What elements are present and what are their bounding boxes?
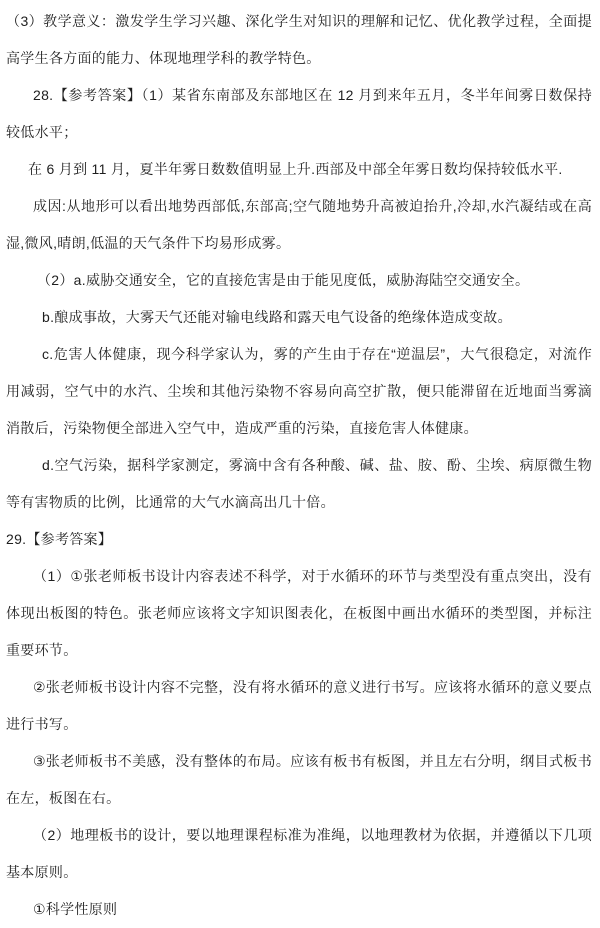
para-answer-28-part2-b: b.酿成事故，大雾天气还能对输电线路和露天电气设备的绝缘体造成变故。 [42,309,512,325]
para-answer-29-part1-point2: ②张老师板书设计内容不完整，没有将水循环的意义进行书写。应该将水循环的意义要点进行书写。 [6,679,592,732]
para-answer-29-part1-point3: ③张老师板书不美感，没有整体的布局。应该有板书有板图，并且左右分明，纲目式板书在左，板图在右。 [6,753,592,806]
para-answer-28-part1-cause: 成因:从地形可以看出地势西部低,东部高;空气随地势升高被迫抬升,冷却,水汽凝结或在高湿,微风,晴朗,低温的天气条件下均易形成雾。 [6,198,592,251]
para-answer-29-part2-intro: （2）地理板书的设计，要以地理课程标准为准绳，以地理教材为依据，并遵循以下几项基本原则。 [6,827,592,880]
para-answer-29-heading: 29.【参考答案】 [6,531,113,547]
para-q3-teaching-significance: （3）教学意义：激发学生学习兴趣、深化学生对知识的理解和记忆、优化教学过程，全面提高学生各方面的能力、体现地理学科的教学特色。 [6,13,592,66]
para-answer-28-part1-summer: 在 6 月到 11 月，夏半年雾日数数值明显上升.西部及中部全年雾日数均保持较低水平. [28,161,563,177]
para-answer-29-part1-point1: （1）①张老师板书设计内容表述不科学，对于水循环的环节与类型没有重点突出，没有体现出板图的特色。张老师应该将文字知识图表化，在板图中画出水循环的类型图，并标注重要环节。 [6,568,592,658]
para-answer-28-part2-c: c.危害人体健康，现今科学家认为，雾的产生由于存在“逆温层”，大气很稳定，对流作用减弱，空气中的水汽、尘埃和其他污染物不容易向高空扩散，便只能滞留在近地面当雾滴消散后，污染物便全部进入空气中，造成严重的污染，直接危害人体健康。 [6,346,592,436]
para-answer-28-part1-winter: 28.【参考答案】（1）某省东南部及东部地区在 12 月到来年五月，冬半年间雾日数保持较低水平； [6,87,592,140]
para-answer-28-part2-d: d.空气污染，据科学家测定，雾滴中含有各种酸、碱、盐、胺、酚、尘埃、病原微生物等有害物质的比例，比通常的大气水滴高出几十倍。 [6,457,592,510]
para-answer-28-part2-a: （2）a.威胁交通安全，它的直接危害是由于能见度低，威胁海陆空交通安全。 [37,272,530,288]
para-answer-29-part2-principle1: ①科学性原则 [33,901,118,917]
